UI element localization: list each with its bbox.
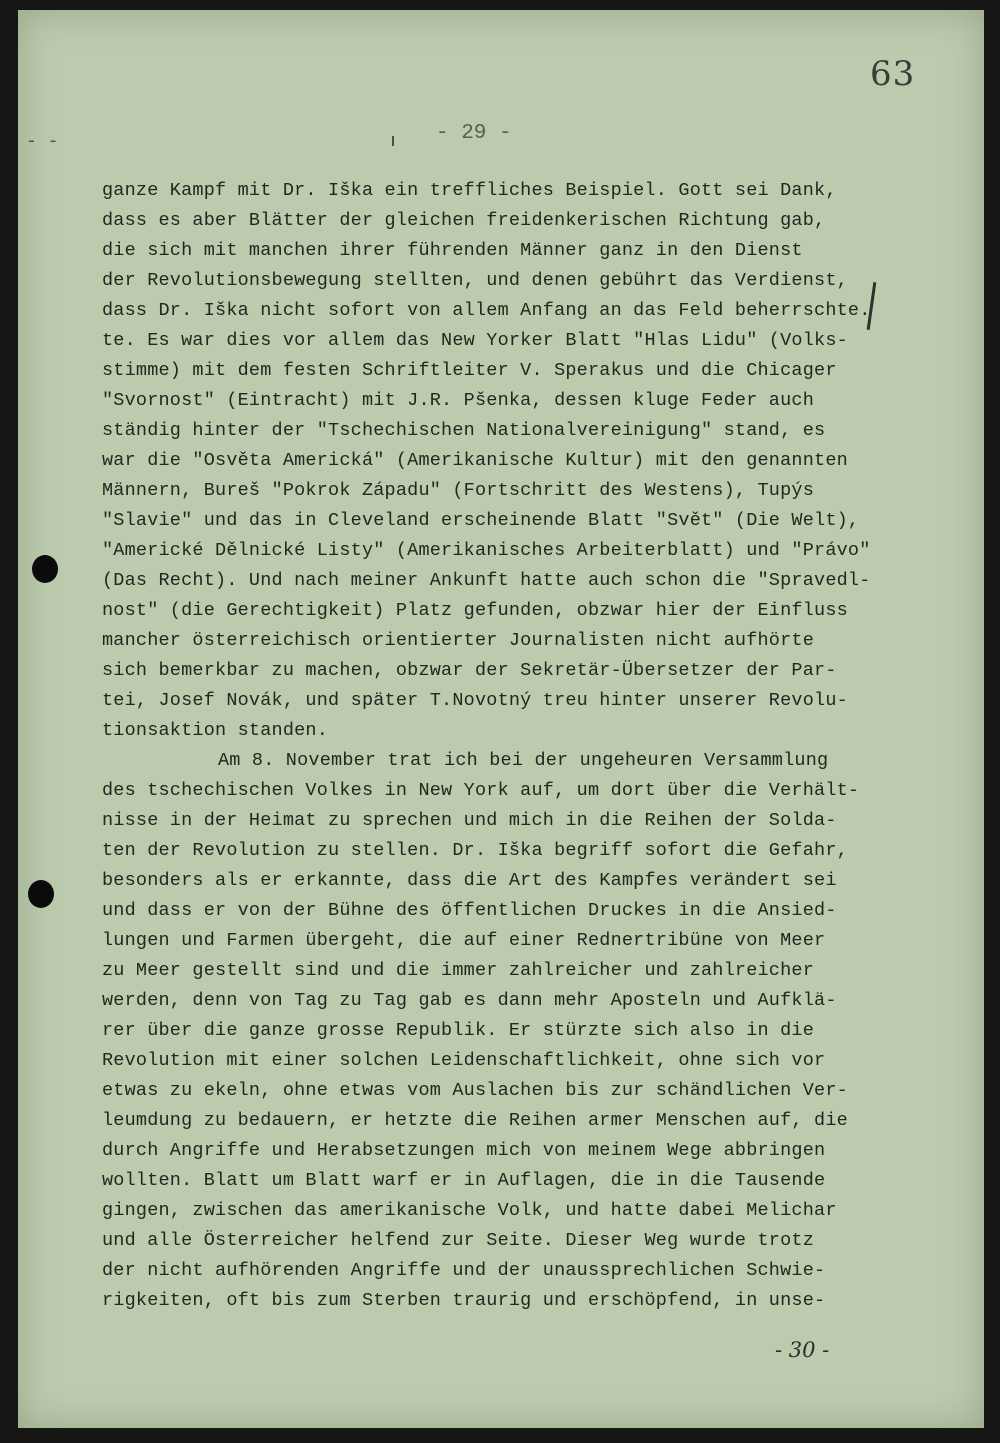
text-line: te. Es war dies vor allem das New Yorker Blatt "Hlas Lidu" (Volks- [102, 330, 848, 351]
text-line: rigkeiten, oft bis zum Sterben traurig und erschöpfend, in unse- [102, 1290, 826, 1311]
pencil-tick-mark [392, 136, 394, 146]
text-line: der nicht aufhörenden Angriffe und der unaussprechlichen Schwie- [102, 1260, 826, 1281]
text-line: nost" (die Gerechtigkeit) Platz gefunden, obzwar hier der Einfluss [102, 600, 848, 621]
paragraph-start-line: Am 8. November trat ich bei der ungeheuren Versammlung [218, 750, 829, 771]
text-line: "Americké Dělnické Listy" (Amerikanisches Arbeiterblatt) und "Právo" [102, 540, 871, 561]
text-line: dass Dr. Iška nicht sofort von allem Anfang an das Feld beherrschte. [102, 300, 871, 321]
text-line: (Das Recht). Und nach meiner Ankunft hatte auch schon die "Spravedl- [102, 570, 871, 591]
margin-mark: - - [26, 132, 59, 152]
text-line: stimme) mit dem festen Schriftleiter V. Sperakus und die Chicager [102, 360, 837, 381]
text-line: sich bemerkbar zu machen, obzwar der Sekretär-Übersetzer der Par- [102, 660, 837, 681]
text-line: war die "Osvěta Americká" (Amerikanische Kultur) mit den genannten [102, 450, 848, 471]
text-line: rer über die ganze grosse Republik. Er stürzte sich also in die [102, 1020, 815, 1041]
text-line: durch Angriffe und Herabsetzungen mich von meinem Wege abbringen [102, 1140, 826, 1161]
text-line: lungen und Farmen übergeht, die auf einer Rednertribüne von Meer [102, 930, 826, 951]
text-line: besonders als er erkannte, dass die Art des Kampfes verändert sei [102, 870, 837, 891]
text-line: der Revolutionsbewegung stellten, und denen gebührt das Verdienst, [102, 270, 848, 291]
text-line: zu Meer gestellt sind und die immer zahlreicher und zahlreicher [102, 960, 815, 981]
text-line: tei, Josef Novák, und später T.Novotný treu hinter unserer Revolu- [102, 690, 848, 711]
text-line: mancher österreichisch orientierter Journalisten nicht aufhörte [102, 630, 815, 651]
footer-page-number: - 30 - [775, 1338, 830, 1362]
document-page [18, 10, 984, 1428]
text-line: Männern, Bureš "Pokrok Západu" (Fortschritt des Westens), Tupýs [102, 480, 815, 501]
text-line: werden, denn von Tag zu Tag gab es dann mehr Aposteln und Aufklä- [102, 990, 837, 1011]
text-line: und dass er von der Bühne des öffentlichen Druckes in die Ansied- [102, 900, 837, 921]
page-number: - 29 - [436, 122, 512, 145]
text-line: Revolution mit einer solchen Leidenschaftlichkeit, ohne sich vor [102, 1050, 826, 1071]
punch-hole [28, 880, 54, 908]
text-line: und alle Österreicher helfend zur Seite. Dieser Weg wurde trotz [102, 1230, 815, 1251]
text-line: die sich mit manchen ihrer führenden Männer ganz in den Dienst [102, 240, 803, 261]
typewritten-body [102, 176, 922, 1316]
text-line: des tschechischen Volkes in New York auf, um dort über die Verhält- [102, 780, 860, 801]
text-line: dass es aber Blätter der gleichen freidenkerischen Richtung gab, [102, 210, 826, 231]
punch-hole [32, 555, 58, 583]
text-line: gingen, zwischen das amerikanische Volk, und hatte dabei Melichar [102, 1200, 837, 1221]
text-line: ten der Revolution zu stellen. Dr. Iška begriff sofort die Gefahr, [102, 840, 848, 861]
text-line: "Svornost" (Eintracht) mit J.R. Pšenka, dessen kluge Feder auch [102, 390, 815, 411]
text-line: "Slavie" und das in Cleveland erscheinende Blatt "Svět" (Die Welt), [102, 510, 860, 531]
text-line: etwas zu ekeln, ohne etwas vom Auslachen bis zur schändlichen Ver- [102, 1080, 848, 1101]
folio-number: 63 [870, 54, 916, 94]
text-line: wollten. Blatt um Blatt warf er in Auflagen, die in die Tausende [102, 1170, 826, 1191]
text-line: ganze Kampf mit Dr. Iška ein treffliches Beispiel. Gott sei Dank, [102, 180, 837, 201]
text-line: leumdung zu bedauern, er hetzte die Reihen armer Menschen auf, die [102, 1110, 848, 1131]
text-line: ständig hinter der "Tschechischen Nationalvereinigung" stand, es [102, 420, 826, 441]
text-line: nisse in der Heimat zu sprechen und mich in die Reihen der Solda- [102, 810, 837, 831]
text-line: tionsaktion standen. [102, 720, 329, 741]
